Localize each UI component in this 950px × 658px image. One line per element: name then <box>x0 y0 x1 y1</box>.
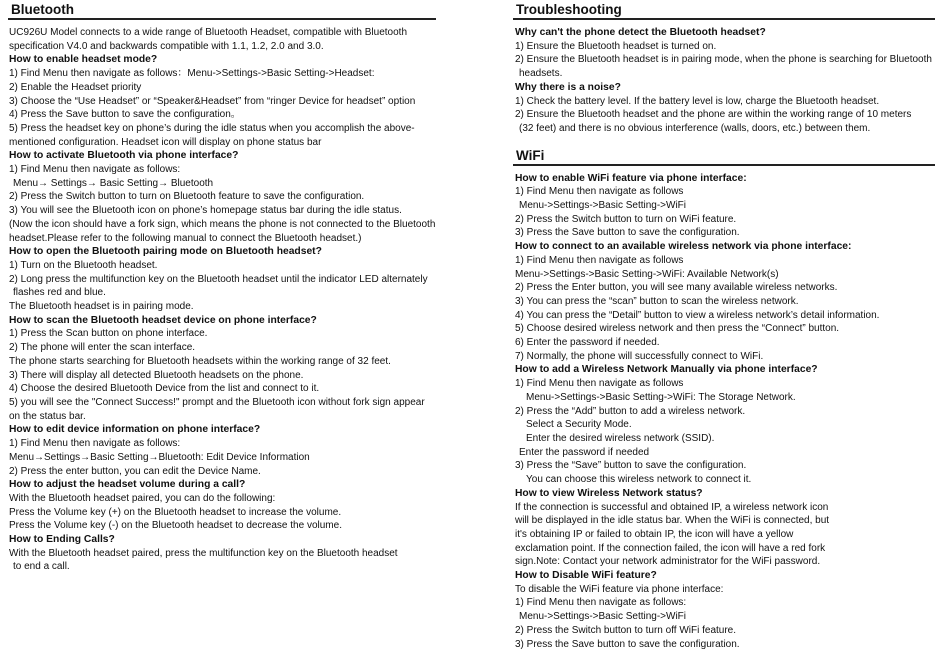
instruction-line: 1) Turn on the Bluetooth headset. <box>9 259 158 271</box>
instruction-line: 1) Find Menu then navigate as follows：Menu->Settings->Basic Setting->Headset: <box>9 68 375 80</box>
bluetooth-section-body <box>8 26 436 574</box>
instruction-line: 6) Enter the password if needed. <box>515 337 660 349</box>
question-heading: How to view Wireless Network status? <box>515 487 703 499</box>
instruction-line: Menu→Settings→Basic Setting→Bluetooth: Edit Device Information <box>9 451 310 463</box>
instruction-line: If the connection is successful and obtained IP, a wireless network icon <box>515 501 829 513</box>
instruction-line: 5) Press the headset key on phone’s during the idle status when you accomplish the above- <box>9 122 415 134</box>
instruction-line: The phone starts searching for Bluetooth headsets within the working range of 32 feet. <box>9 355 391 367</box>
instruction-line: flashes red and blue. <box>13 287 106 299</box>
instruction-line: 2) Press the “Add” button to add a wireless network. <box>515 405 746 417</box>
instruction-line: 3) There will display all detected Bluetooth headsets on the phone. <box>9 369 304 381</box>
instruction-line: 2) Press the Switch button to turn on WiFi feature. <box>515 213 737 225</box>
question-heading: How to enable headset mode? <box>9 54 158 66</box>
instruction-line: 5) you will see the "Connect Success!" prompt and the Bluetooth icon without fork sign appear <box>9 396 425 408</box>
question-heading: How to open the Bluetooth pairing mode on Bluetooth headset? <box>9 246 322 258</box>
instruction-line: it's obtaining IP or failed to obtain IP, the icon will have a yellow <box>515 528 794 540</box>
right-column <box>513 0 935 651</box>
question-heading: Why there is a noise? <box>515 81 621 93</box>
instruction-line: 1) Find Menu then navigate as follows <box>515 254 684 266</box>
instruction-line: Menu->Settings->Basic Setting->WiFi <box>519 611 687 623</box>
instruction-line: Menu->Settings->Basic Setting->WiFi: Available Network(s) <box>515 268 779 280</box>
instruction-line: 5) Choose desired wireless network and then press the “Connect” button. <box>515 323 840 335</box>
instruction-line: 2) Enable the Headset priority <box>9 81 142 93</box>
instruction-line: 2) Ensure the Bluetooth headset and the phone are within the working range of 10 meters <box>515 109 912 121</box>
instruction-line: on the status bar. <box>9 410 86 422</box>
instruction-line: 1) Check the battery level. If the battery level is low, charge the Bluetooth headset. <box>515 95 880 107</box>
instruction-line: Select a Security Mode. <box>526 419 632 431</box>
instruction-line: 7) Normally, the phone will successfully connect to WiFi. <box>515 350 764 362</box>
instruction-line: 4) Press the Save button to save the configuration。 <box>9 109 241 121</box>
instruction-line: 3) Press the Save button to save the configuration. <box>515 638 740 650</box>
question-heading: Why can't the phone detect the Bluetooth headset? <box>515 27 766 38</box>
instruction-line: Menu→ Settings→ Basic Setting→ Bluetooth <box>13 177 214 189</box>
instruction-line: Press the Volume key (+) on the Bluetooth headset to increase the volume. <box>9 506 342 518</box>
instruction-line: 3) You will see the Bluetooth icon on phone’s homepage status bar during the idle status. <box>9 205 402 217</box>
instruction-line: 3) You can press the “scan” button to scan the wireless network. <box>515 295 799 307</box>
instruction-line: 2) Press the Switch button to turn on Bluetooth feature to save the configuration. <box>9 191 365 203</box>
question-heading: How to enable WiFi feature via phone interface: <box>515 172 747 184</box>
question-heading: How to connect to an available wireless network via phone interface: <box>515 241 852 253</box>
instruction-line: With the Bluetooth headset paired, press the multifunction key on the Bluetooth headset <box>9 547 398 559</box>
instruction-line: (Now the icon should have a fork sign, which means the phone is not connected to the Bluetooth <box>9 218 436 230</box>
question-heading: How to activate Bluetooth via phone interface? <box>9 150 239 162</box>
instruction-line: specification V4.0 and backwards compatible with 1.1, 1.2, 2.0 and 3.0. <box>9 40 324 52</box>
instruction-line: 3) Choose the “Use Headset” or “Speaker&Headset” from “ringer Device for headset” option <box>9 95 416 107</box>
instruction-line: Enter the desired wireless network (SSID). <box>526 432 715 444</box>
instruction-line: 2) The phone will enter the scan interface. <box>9 342 196 354</box>
instruction-line: 2) Press the Enter button, you will see many available wireless networks. <box>515 282 838 294</box>
instruction-line: 1) Find Menu then navigate as follows: <box>9 438 181 450</box>
instruction-line: You can choose this wireless network to connect it. <box>526 474 752 486</box>
instruction-line: 1) Press the Scan button on phone interface. <box>9 328 208 340</box>
instruction-line: Menu->Settings->Basic Setting->WiFi: The Storage Network. <box>526 391 796 403</box>
instruction-line: to end a call. <box>13 561 70 573</box>
instruction-line: The Bluetooth headset is in pairing mode. <box>9 301 194 313</box>
instruction-line: 4) You can press the “Detail” button to view a wireless network’s detail information. <box>515 309 880 321</box>
instruction-line: With the Bluetooth headset paired, you can do the following: <box>9 492 276 504</box>
troubleshooting-section-title: Troubleshooting <box>513 0 935 20</box>
instruction-line: 3) Press the “Save” button to save the configuration. <box>515 460 747 472</box>
instruction-line: 1) Find Menu then navigate as follows: <box>515 597 687 609</box>
instruction-line: headset.Please refer to the following manual to connect the Bluetooth headset.) <box>9 232 362 244</box>
instruction-line: Enter the password if needed <box>519 446 650 458</box>
instruction-line: exclamation point. If the connection failed, the icon will have a red fork <box>515 542 826 554</box>
instruction-line: 2) Press the Switch button to turn off WiFi feature. <box>515 624 737 636</box>
instruction-line: To disable the WiFi feature via phone interface: <box>515 583 724 595</box>
instruction-line: 1) Find Menu then navigate as follows: <box>9 164 181 176</box>
instruction-line: will be displayed in the idle status bar. When the WiFi is connected, but <box>515 515 830 527</box>
instruction-line: 2) Press the enter button, you can edit the Device Name. <box>9 465 261 477</box>
question-heading: How to Disable WiFi feature? <box>515 570 657 582</box>
instruction-line: 1) Find Menu then navigate as follows <box>515 186 684 198</box>
instruction-line: 2) Ensure the Bluetooth headset is in pairing mode, when the phone is searching for Bluetooth <box>515 54 932 66</box>
wifi-section-title: WiFi <box>513 146 935 166</box>
troubleshooting-section-body <box>513 26 935 136</box>
question-heading: How to adjust the headset volume during a call? <box>9 479 246 491</box>
instruction-line: UC926U Model connects to a wide range of Bluetooth Headset, compatible with Bluetooth <box>9 27 408 38</box>
instruction-line: 3) Press the Save button to save the configuration. <box>515 227 740 239</box>
instruction-line: 2) Long press the multifunction key on the Bluetooth headset until the indicator LED alternately <box>9 273 428 285</box>
question-heading: How to add a Wireless Network Manually via phone interface? <box>515 364 818 376</box>
instruction-line: mentioned configuration. Headset icon will display on phone status bar <box>9 136 322 148</box>
bluetooth-column <box>8 0 436 574</box>
wifi-section-body <box>513 172 935 652</box>
instruction-line: 1) Find Menu then navigate as follows <box>515 378 684 390</box>
instruction-line: headsets. <box>519 68 563 80</box>
instruction-line: (32 feet) and there is no obvious interference (walls, doors, etc.) between them. <box>519 122 871 134</box>
instruction-line: Menu->Settings->Basic Setting->WiFi <box>519 200 687 212</box>
question-heading: How to edit device information on phone interface? <box>9 424 261 436</box>
instruction-line: 4) Choose the desired Bluetooth Device from the list and connect to it. <box>9 383 320 395</box>
instruction-line: sign.Note: Contact your network administrator for the WiFi password. <box>515 556 821 568</box>
question-heading: How to Ending Calls? <box>9 534 115 546</box>
instruction-line: 1) Ensure the Bluetooth headset is turned on. <box>515 40 717 52</box>
instruction-line: Press the Volume key (-) on the Bluetooth headset to decrease the volume. <box>9 520 342 532</box>
bluetooth-section-title: Bluetooth <box>8 0 436 20</box>
question-heading: How to scan the Bluetooth headset device on phone interface? <box>9 314 317 326</box>
